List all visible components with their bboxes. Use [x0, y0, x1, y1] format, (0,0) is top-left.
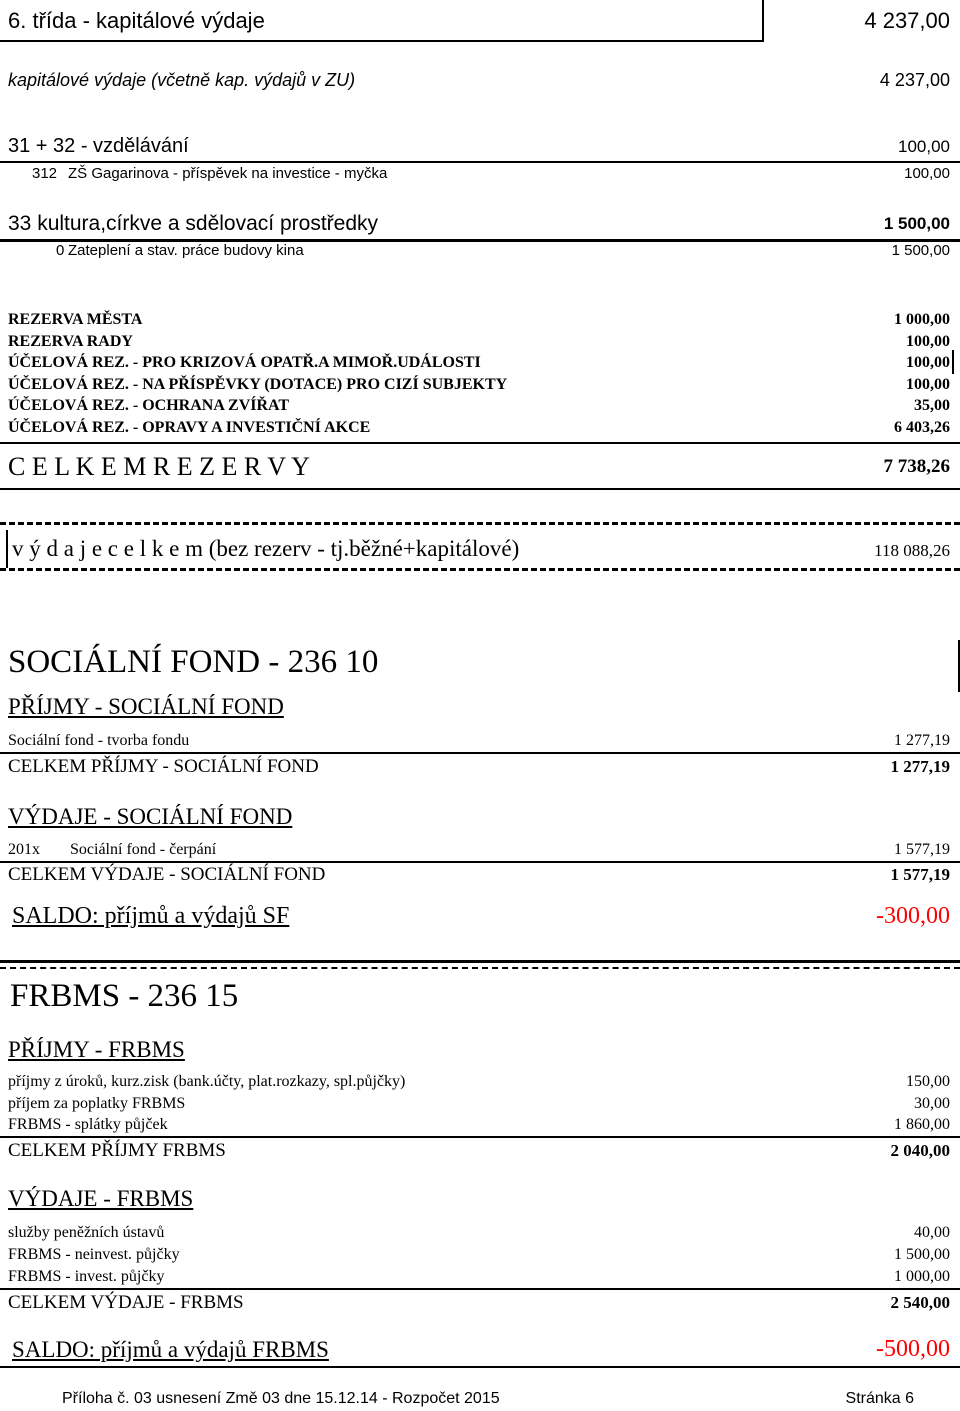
social-fund-expense-code: 201x	[8, 841, 40, 858]
divider	[0, 1136, 960, 1138]
social-fund-expense-item-value: 1 577,19	[894, 841, 950, 858]
reserve-value: 100,00	[906, 333, 950, 350]
social-fund-expense-heading: VÝDAJE - SOCIÁLNÍ FOND	[8, 804, 293, 829]
frbms-income-total: CELKEM PŘÍJMY FRBMS	[8, 1140, 226, 1161]
social-fund-income-item-value: 1 277,19	[894, 732, 950, 749]
item-label: Zateplení a stav. práce budovy kina	[68, 242, 304, 259]
social-fund-expense-item: Sociální fond - čerpání	[70, 841, 217, 858]
reserve-value: 35,00	[914, 397, 950, 414]
frbms-income-item: FRBMS - splátky půjček	[8, 1116, 168, 1133]
divider	[952, 350, 954, 374]
frbms-income-heading: PŘÍJMY - FRBMS	[8, 1037, 185, 1062]
reserves-total-value: 7 738,26	[883, 456, 950, 477]
spending-total-value: 118 088,26	[874, 541, 950, 560]
frbms-income-item: příjem za poplatky FRBMS	[8, 1095, 186, 1112]
social-fund-expense-total: CELKEM VÝDAJE - SOCIÁLNÍ FOND	[8, 864, 326, 885]
reserve-value: 100,00	[906, 376, 950, 393]
footer-page-number: Stránka 6	[845, 1390, 914, 1407]
frbms-balance-value: -500,00	[876, 1336, 950, 1362]
section-education-value: 100,00	[898, 137, 950, 156]
reserve-value: 100,00	[906, 354, 950, 371]
reserves-total-label: C E L K E M R E Z E R V Y	[8, 452, 310, 481]
frbms-balance-label: SALDO: příjmů a výdajů FRBMS	[12, 1337, 329, 1362]
capital-title-value: 4 237,00	[864, 8, 950, 33]
frbms-expense-item: FRBMS - neinvest. půjčky	[8, 1246, 180, 1263]
social-fund-title: SOCIÁLNÍ FOND - 236 10	[8, 644, 379, 680]
frbms-expense-item-value: 1 500,00	[894, 1246, 950, 1263]
frbms-expense-total-value: 2 540,00	[890, 1293, 950, 1312]
item-code: 0	[56, 242, 65, 259]
item-value: 100,00	[904, 165, 950, 182]
capital-title: 6. třída - kapitálové výdaje	[8, 8, 265, 33]
reserve-label: ÚČELOVÁ REZ. - OCHRANA ZVÍŘAT	[8, 397, 290, 414]
section-culture: 33 kultura,církve a sdělovací prostředky	[8, 212, 379, 235]
divider	[0, 1366, 960, 1368]
reserve-label: REZERVA RADY	[8, 333, 133, 350]
social-fund-income-item: Sociální fond - tvorba fondu	[8, 732, 190, 749]
frbms-income-item-value: 30,00	[914, 1095, 950, 1112]
frbms-income-item-value: 150,00	[906, 1073, 950, 1090]
frbms-income-total-value: 2 040,00	[890, 1141, 950, 1160]
social-fund-income-heading: PŘÍJMY - SOCIÁLNÍ FOND	[8, 694, 284, 719]
divider	[0, 960, 960, 963]
footer-left: Příloha č. 03 usnesení Změ 03 dne 15.12.14 - Rozpočet 2015	[62, 1390, 500, 1407]
frbms-expense-item: FRBMS - invest. půjčky	[8, 1268, 165, 1285]
social-fund-income-total: CELKEM PŘÍJMY - SOCIÁLNÍ FOND	[8, 756, 319, 777]
reserve-label: ÚČELOVÁ REZ. - PRO KRIZOVÁ OPATŘ.A MIMOŘ.UDÁLOSTI	[8, 354, 481, 371]
frbms-expense-item-value: 40,00	[914, 1224, 950, 1241]
social-fund-income-total-value: 1 277,19	[890, 757, 950, 776]
divider	[0, 442, 960, 444]
divider	[0, 861, 960, 863]
reserve-label: REZERVA MĚSTA	[8, 311, 143, 328]
frbms-expense-item: služby peněžních ústavů	[8, 1224, 165, 1241]
divider	[762, 0, 764, 42]
item-value: 1 500,00	[891, 242, 950, 259]
capital-subtitle: kapitálové výdaje (včetně kap. výdajů v ZU)	[8, 70, 356, 90]
reserve-value: 6 403,26	[894, 419, 950, 436]
frbms-income-item: příjmy z úroků, kurz.zisk (bank.účty, plat.rozkazy, spl.půjčky)	[8, 1073, 406, 1090]
frbms-expense-item-value: 1 000,00	[894, 1268, 950, 1285]
item-code: 312	[32, 165, 58, 182]
frbms-expense-heading: VÝDAJE - FRBMS	[8, 1186, 194, 1211]
spending-total-label: v ý d a j e c e l k e m (bez rezerv - tj.běžné+kapitálové)	[12, 536, 520, 561]
frbms-title: FRBMS - 236 15	[10, 978, 239, 1014]
item-label: ZŠ Gagarinova - příspěvek na investice - myčka	[68, 165, 388, 182]
capital-subtitle-value: 4 237,00	[879, 70, 950, 90]
divider	[0, 161, 960, 163]
social-fund-balance-label: SALDO: příjmů a výdajů SF	[12, 903, 290, 929]
reserve-value: 1 000,00	[894, 311, 950, 328]
social-fund-balance-value: -300,00	[876, 903, 950, 929]
section-culture-value: 1 500,00	[883, 214, 950, 233]
section-education: 31 + 32 - vzdělávání	[8, 135, 189, 157]
dashed-divider	[0, 967, 960, 969]
reserve-label: ÚČELOVÁ REZ. - NA PŘÍSPĚVKY (DOTACE) PRO CIZÍ SUBJEKTY	[8, 376, 508, 393]
dashed-border-top	[0, 522, 960, 525]
divider	[0, 40, 762, 42]
frbms-expense-total: CELKEM VÝDAJE - FRBMS	[8, 1292, 244, 1313]
divider	[0, 488, 960, 490]
divider	[0, 1288, 960, 1290]
social-fund-expense-total-value: 1 577,19	[890, 865, 950, 884]
frbms-income-item-value: 1 860,00	[894, 1116, 950, 1133]
divider	[0, 752, 960, 754]
divider	[6, 530, 8, 568]
reserve-label: ÚČELOVÁ REZ. - OPRAVY A INVESTIČNÍ AKCE	[8, 419, 371, 436]
dashed-border-bottom	[0, 568, 960, 571]
